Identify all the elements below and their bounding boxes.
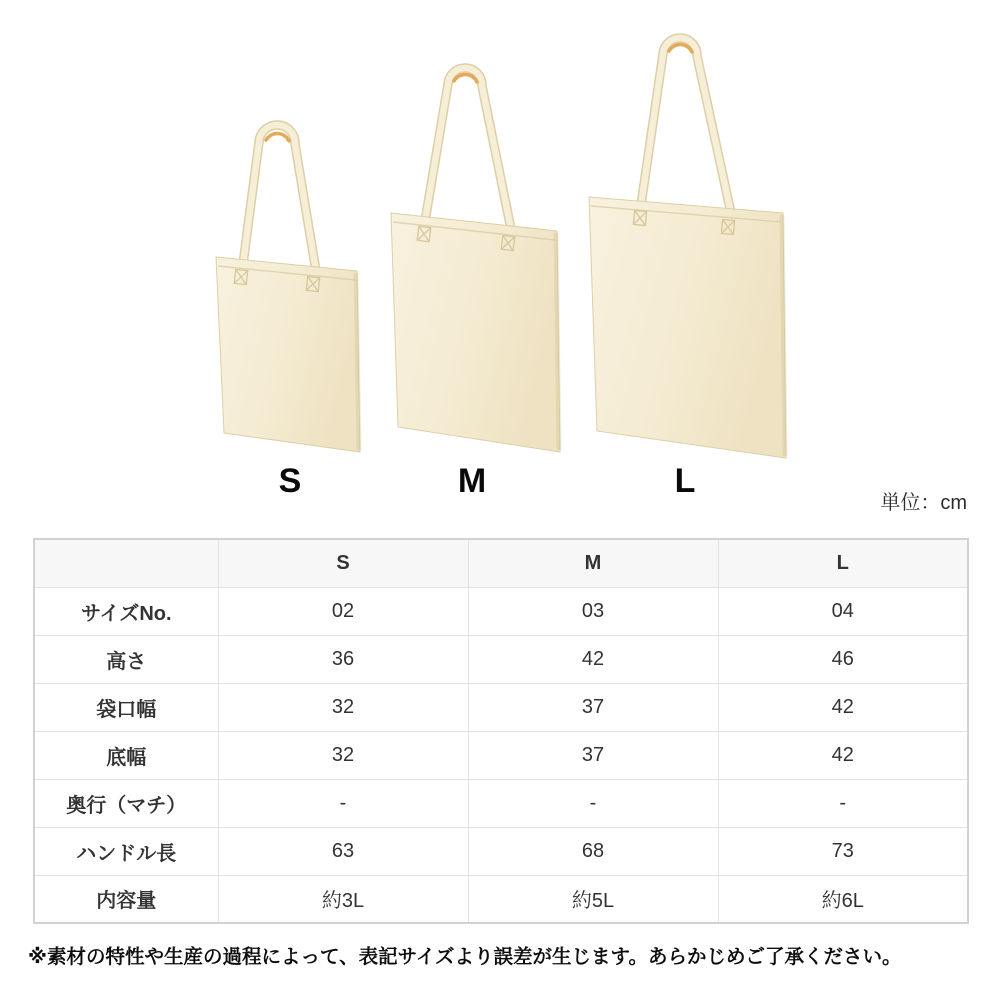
bag-body (589, 197, 786, 458)
bag-side-shade (782, 215, 785, 456)
table-cell: - (218, 779, 468, 827)
size-table-header-m: M (468, 539, 718, 587)
table-cell: - (718, 779, 968, 827)
table-cell: 36 (218, 635, 468, 683)
bag-handle-inner-glint (669, 45, 692, 52)
bag-handle-inner-glint (266, 134, 289, 141)
bag-size-label-s: S (278, 462, 302, 500)
table-cell: 02 (218, 587, 468, 635)
row-label: 内容量 (34, 875, 218, 923)
table-cell: 約5L (468, 875, 718, 923)
row-size-no (34, 587, 968, 635)
row-depth (34, 779, 968, 827)
bag-handle-inner-glint (454, 75, 477, 82)
table-cell: 63 (218, 827, 468, 875)
table-cell: 約3L (218, 875, 468, 923)
table-cell: 37 (468, 683, 718, 731)
size-table (33, 538, 969, 924)
size-table-header-row (34, 539, 968, 587)
row-handle-length (34, 827, 968, 875)
size-table-header-s: S (218, 539, 468, 587)
table-cell: 46 (718, 635, 968, 683)
size-table-header-l: L (718, 539, 968, 587)
bag-size-label-l: L (674, 462, 696, 500)
row-label: 高さ (34, 635, 218, 683)
bag-body (391, 213, 560, 452)
bag-side-shade (556, 233, 559, 450)
row-capacity (34, 875, 968, 923)
table-cell: 42 (718, 683, 968, 731)
tote-bag-m-illustration (391, 68, 560, 452)
row-label: 袋口幅 (34, 683, 218, 731)
table-cell: 73 (718, 827, 968, 875)
table-cell: 68 (468, 827, 718, 875)
row-label: 奥行（マチ） (34, 779, 218, 827)
table-cell: 37 (468, 731, 718, 779)
table-cell: - (468, 779, 718, 827)
bag-handle (641, 38, 731, 213)
table-cell: 32 (218, 683, 468, 731)
row-height (34, 635, 968, 683)
unit-label: 単位：cm (880, 492, 967, 514)
row-label: ハンドル長 (34, 827, 218, 875)
bag-size-label-m: M (457, 462, 487, 500)
row-label: サイズNo. (34, 587, 218, 635)
tote-bag-s-illustration (216, 125, 360, 452)
row-mouth-width (34, 683, 968, 731)
table-cell: 04 (718, 587, 968, 635)
size-table-corner-cell (34, 539, 218, 587)
table-cell: 約6L (718, 875, 968, 923)
table-cell: 42 (718, 731, 968, 779)
bag-body (216, 257, 360, 452)
row-bottom-width (34, 731, 968, 779)
footnote: ※素材の特性や生産の過程によって、表記サイズより誤差が生じます。あらかじめご了承ください。 (28, 946, 902, 968)
table-cell: 32 (218, 731, 468, 779)
bag-side-shade (356, 273, 359, 450)
tote-bag-l-illustration (589, 38, 786, 458)
table-cell: 03 (468, 587, 718, 635)
table-cell: 42 (468, 635, 718, 683)
row-label: 底幅 (34, 731, 218, 779)
